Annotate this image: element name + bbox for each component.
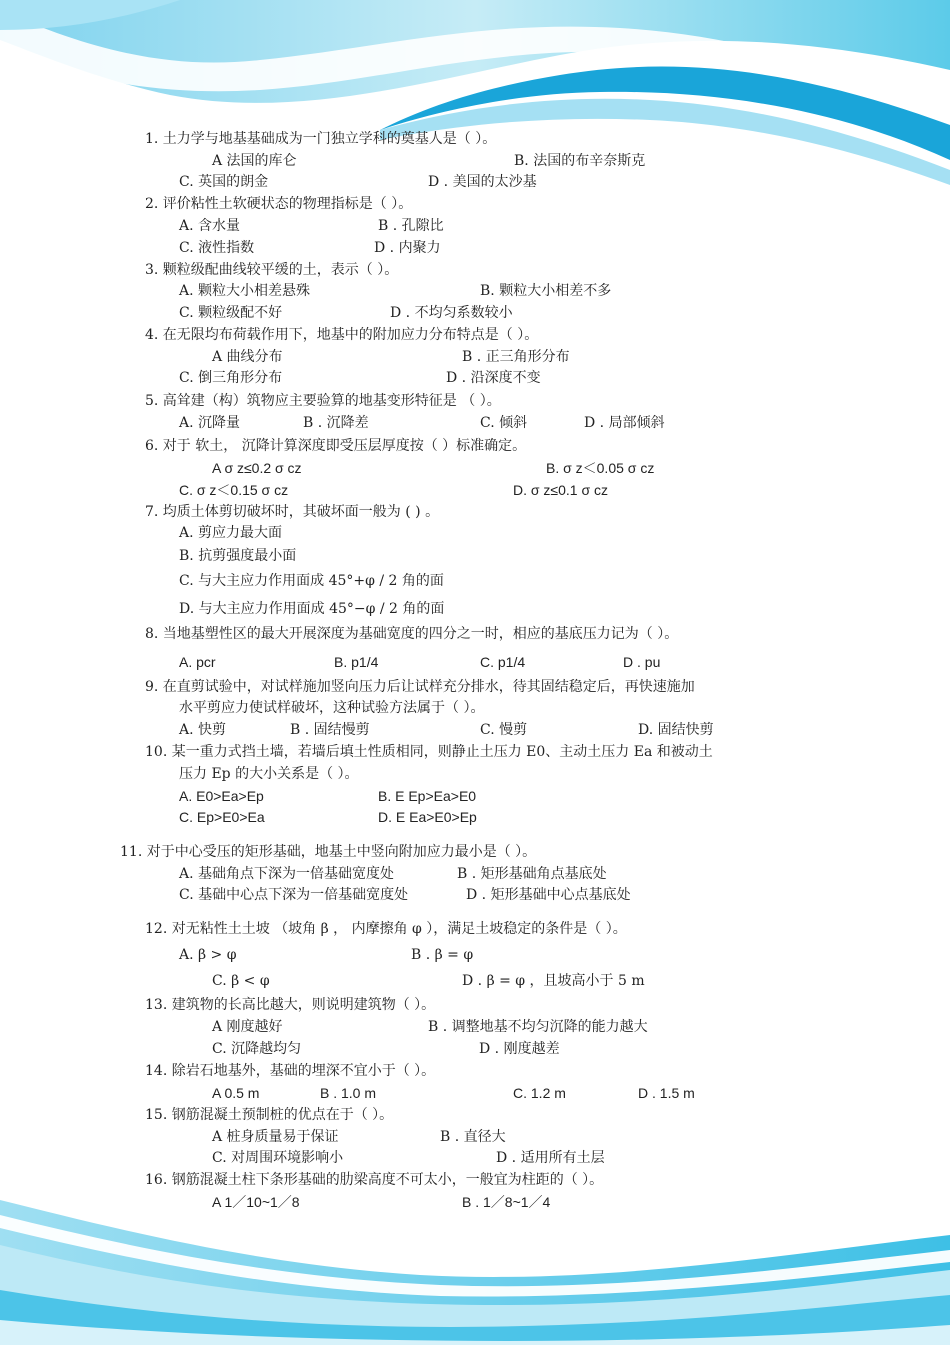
- q10-option-a: A. E0>Ea>Ep: [179, 788, 264, 804]
- q14-stem: 14. 除岩石地基外，基础的埋深不宜小于（ ）。: [145, 1063, 436, 1079]
- q1-option-a: A 法国的库仑: [212, 153, 297, 169]
- q8-option-d: D . pu: [623, 654, 661, 670]
- q3-option-c: C. 颗粒级配不好: [179, 305, 283, 321]
- q13-option-a: A 刚度越好: [212, 1019, 283, 1035]
- q16-option-b: B . 1／8~1／4: [462, 1194, 551, 1210]
- q15-stem: 15. 钢筋混凝土预制桩的优点在于（ ）。: [145, 1107, 394, 1123]
- q8-option-c: C. p1/4: [480, 654, 526, 670]
- q3-stem: 3. 颗粒级配曲线较平缓的土，表示（ ）。: [145, 262, 399, 278]
- q13-option-d: D . 刚度越差: [479, 1041, 560, 1057]
- q15-option-c: C. 对周围环境影响小: [212, 1150, 344, 1166]
- q5-option-a: A. 沉降量: [179, 415, 241, 431]
- q7-option-b: B. 抗剪强度最小面: [179, 548, 297, 564]
- q6-option-d: D. σ z≤0.1 σ cz: [513, 482, 608, 498]
- q12-option-c: C. β < φ: [212, 973, 270, 989]
- q16-stem: 16. 钢筋混凝土柱下条形基础的肋梁高度不可太小，一般宜为柱距的（ ）。: [145, 1172, 604, 1188]
- q6-option-a: A σ z≤0.2 σ cz: [212, 460, 302, 476]
- q1-option-b: B. 法国的布辛奈斯克: [514, 153, 646, 169]
- q2-option-d: D . 内聚力: [374, 240, 441, 256]
- q11-option-a: A. 基础角点下深为一倍基础宽度处: [179, 866, 395, 882]
- q15-option-a: A 桩身质量易于保证: [212, 1129, 339, 1145]
- q9-option-a: A. 快剪: [179, 722, 227, 738]
- q12-option-b: B . β = φ: [411, 947, 474, 963]
- q11-option-d: D . 矩形基础中心点基底处: [466, 887, 631, 903]
- q15-option-d: D . 适用所有土层: [496, 1150, 605, 1166]
- q9-option-c: C. 慢剪: [480, 722, 528, 738]
- q10-option-b: B. E Ep>Ea>E0: [378, 788, 477, 804]
- q9-option-d: D. 固结快剪: [638, 722, 714, 738]
- q2-option-b: B . 孔隙比: [378, 218, 444, 234]
- q2-option-c: C. 液性指数: [179, 240, 255, 256]
- q16-option-a: A 1／10~1／8: [212, 1194, 300, 1210]
- q11-option-b: B . 矩形基础角点基底处: [457, 866, 607, 882]
- q12-option-a: A. β > φ: [179, 947, 237, 963]
- q2-stem: 2. 评价粘性土软硬状态的物理指标是（ ）。: [145, 196, 413, 212]
- q7-stem: 7. 均质土体剪切破坏时，其破坏面一般为 ( ) 。: [145, 504, 440, 520]
- q1-option-c: C. 英国的朗金: [179, 174, 269, 190]
- q6-option-c: C. σ z＜0.15 σ cz: [179, 482, 289, 498]
- q14-option-a: A 0.5 m: [212, 1085, 260, 1101]
- q4-option-a: A 曲线分布: [212, 349, 283, 365]
- q10-option-c: C. Ep>E0>Ea: [179, 809, 265, 825]
- q10-option-d: D. E Ea>E0>Ep: [378, 809, 477, 825]
- q3-option-b: B. 颗粒大小相差不多: [480, 283, 612, 299]
- q9-stem: 9. 在直剪试验中，对试样施加竖向压力后让试样充分排水，待其固结稳定后，再快速施加: [145, 679, 695, 695]
- q12-option-d: D . β = φ ，且坡高小于 5 m: [462, 973, 645, 989]
- q5-option-b: B . 沉降差: [303, 415, 369, 431]
- q11-option-c: C. 基础中心点下深为一倍基础宽度处: [179, 887, 409, 903]
- q8-stem: 8. 当地基塑性区的最大开展深度为基础宽度的四分之一时，相应的基底压力记为（ ）。: [145, 626, 679, 642]
- q8-option-b: B. p1/4: [334, 654, 379, 670]
- q7-option-d: D. 与大主应力作用面成 45°−φ / 2 角的面: [179, 601, 445, 617]
- q5-option-d: D . 局部倾斜: [584, 415, 665, 431]
- q1-stem: 1. 土力学与地基基础成为一门独立学科的奠基人是（ ）。: [145, 131, 497, 147]
- q15-option-b: B . 直径大: [440, 1129, 506, 1145]
- q10-stem-line2: 压力 Ep 的大小关系是（ ）。: [179, 766, 359, 782]
- q4-stem: 4. 在无限均布荷载作用下，地基中的附加应力分布特点是（ ）。: [145, 327, 539, 343]
- q13-stem: 13. 建筑物的长高比越大，则说明建筑物（ ）。: [145, 997, 436, 1013]
- q2-option-a: A. 含水量: [179, 218, 241, 234]
- q8-option-a: A. pcr: [179, 654, 216, 670]
- q1-option-d: D . 美国的太沙基: [428, 174, 537, 190]
- q13-option-c: C. 沉降越均匀: [212, 1041, 302, 1057]
- q5-option-c: C. 倾斜: [480, 415, 528, 431]
- q9-option-b: B . 固结慢剪: [290, 722, 370, 738]
- q11-stem: 11. 对于中心受压的矩形基础，地基土中竖向附加应力最小是（ ）。: [120, 844, 537, 860]
- q4-option-b: B . 正三角形分布: [462, 349, 570, 365]
- q13-option-b: B . 调整地基不均匀沉降的能力越大: [428, 1019, 648, 1035]
- q14-option-d: D . 1.5 m: [638, 1085, 695, 1101]
- q14-option-b: B . 1.0 m: [320, 1085, 377, 1101]
- q14-option-c: C. 1.2 m: [513, 1085, 566, 1101]
- q5-stem: 5. 高耸建（构）筑物应主要验算的地基变形特征是 （ ）。: [145, 393, 501, 409]
- q7-option-a: A. 剪应力最大面: [179, 525, 283, 541]
- q12-stem: 12. 对无粘性土土坡 （坡角 β ， 内摩擦角 φ ），满足土坡稳定的条件是（ ）。: [145, 921, 627, 937]
- q7-option-c: C. 与大主应力作用面成 45°+φ / 2 角的面: [179, 573, 444, 589]
- q9-stem-line2: 水平剪应力使试样破坏，这种试验方法属于（ ）。: [179, 700, 485, 716]
- q6-stem: 6. 对于 软土， 沉降计算深度即受压层厚度按（ ）标准确定。: [145, 438, 527, 454]
- q4-option-c: C. 倒三角形分布: [179, 370, 283, 386]
- q4-option-d: D . 沿深度不变: [446, 370, 541, 386]
- q3-option-a: A. 颗粒大小相差悬殊: [179, 283, 311, 299]
- q6-option-b: B. σ z＜0.05 σ cz: [546, 460, 655, 476]
- q3-option-d: D . 不均匀系数较小: [390, 305, 513, 321]
- q10-stem: 10. 某一重力式挡土墙，若墙后填土性质相同，则静止土压力 E0、主动土压力 Ea 和被动土: [145, 744, 713, 760]
